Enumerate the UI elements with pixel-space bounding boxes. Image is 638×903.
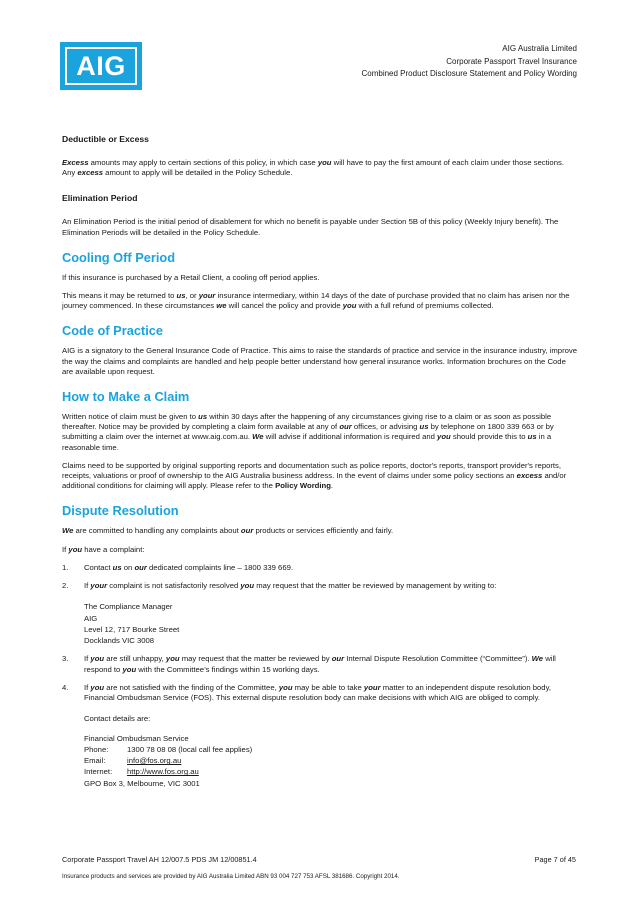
paragraph-code: AIG is a signatory to the General Insurance Code of Practice. This aims to raise the standards of practice and service in the insurance industry, improve the way the claims and complaints are handled and help people better understand how general insurance works. Information brochures on the Code are available upon request. <box>62 346 578 376</box>
header-document: Combined Product Disclosure Statement and Policy Wording <box>361 69 577 79</box>
compliance-address: The Compliance Manager AIG Level 12, 717 Bourke Street Docklands VIC 3008 <box>84 602 180 646</box>
page-footer <box>62 855 576 880</box>
list-item: 3. If you are still unhappy, you may request that the matter be reviewed by our Internal Dispute Resolution Committee (“Committee”). We will respond to you with the Committee’s findings within 15 working days. <box>62 654 556 674</box>
list-item: 4. If you are not satisfied with the finding of the Committee, you may be able to take your matter to an independent dispute resolution body, Financial Ombudsman Service (FOS). This external dispute resolution body can make decisions with which AIG are obliged to comply. <box>62 682 551 703</box>
header-product: Corporate Passport Travel Insurance <box>446 56 577 66</box>
paragraph-elimination: An Elimination Period is the initial period of disablement for which no benefit is payable under Section 5B of this policy (Weekly Injury benefit). The Elimination Periods will be detailed in the Policy Schedule. <box>62 217 559 237</box>
header-company: AIG Australia Limited <box>502 44 577 53</box>
aig-logo <box>60 42 142 90</box>
heading-code-of-practice: Code of Practice <box>62 323 163 339</box>
paragraph-cooling-2: This means it may be returned to us, or your insurance intermediary, within 14 days of the date of purchase provided that no claim has arisen nor the journey commenced. In these circumstances we will cancel the policy and provide you with a full refund of premiums collected. <box>62 291 570 311</box>
contact-intro: Contact details are: <box>84 714 151 724</box>
contact-organisation: Financial Ombudsman Service <box>84 733 189 743</box>
logo-text: AIG <box>76 50 126 81</box>
heading-elimination: Elimination Period <box>62 193 138 204</box>
fos-contact-details <box>84 713 578 789</box>
page-content <box>62 134 578 797</box>
list-item: 1. Contact us on our dedicated complaints line – 1800 339 669. <box>62 562 294 572</box>
paragraph-dispute-2: If you have a complaint: <box>62 544 145 554</box>
paragraph-claim-1: Written notice of claim must be given to us within 30 days after the happening of any circumstances giving rise to a claim or as soon as possible thereafter. Notice may be provided by completing a claim form available at any of our offices, or advising us by telephone on 1800 339 663 or by submitting a claim over the internet at www.aig.com.au. We will advise if additional information is required and you should provide this to us in a reasonable time. <box>62 412 554 452</box>
page-number: Page 7 of 45 <box>534 855 576 864</box>
document-header <box>361 43 577 81</box>
paragraph-excess: Excess amounts may apply to certain sections of this policy, in which case you will have to pay the first amount of each claim under those sections. Any excess amount to apply will be detailed in the Policy Schedule. <box>62 158 564 178</box>
contact-internet: Internet: http://www.fos.org.au <box>84 767 199 777</box>
contact-email: Email: info@fos.org.au <box>84 756 182 766</box>
logo-frame <box>65 47 137 85</box>
heading-cooling-off: Cooling Off Period <box>62 249 176 265</box>
paragraph-cooling-1: If this insurance is purchased by a Retail Client, a cooling off period applies. <box>62 272 320 282</box>
paragraph-claim-2: Claims need to be supported by original supporting reports and documentation such as police reports, doctor's reports, transport provider's reports, receipts, valuations or proof of ownership to the AIG Australia business address. In the event of claims under some policy sections an excess and/or additional conditions for claiming will apply. Please refer to the Policy Wording. <box>62 460 567 491</box>
heading-make-claim: How to Make a Claim <box>62 389 190 405</box>
contact-phone: Phone: 1300 78 08 08 (local call fee applies) <box>84 744 253 754</box>
email-link[interactable]: info@fos.org.au <box>127 756 182 766</box>
heading-dispute-resolution: Dispute Resolution <box>62 503 179 519</box>
contact-po-box: GPO Box 3, Melbourne, VIC 3001 <box>84 778 200 788</box>
paragraph-dispute-1: We are committed to handling any complaints about our products or services efficiently and fairly. <box>62 526 394 536</box>
footer-reference: Corporate Passport Travel AH 12/007.5 PDS JM 12/00851.4 <box>62 855 257 864</box>
list-item: 2. If your complaint is not satisfactorily resolved you may request that the matter be reviewed by management by writing to: <box>62 581 497 591</box>
footer-copyright: Insurance products and services are provided by AIG Australia Limited ABN 93 004 727 753 AFSL 381686. Copyright 2014. <box>62 873 400 880</box>
heading-deductible: Deductible or Excess <box>62 134 149 144</box>
website-link[interactable]: http://www.fos.org.au <box>127 767 199 777</box>
